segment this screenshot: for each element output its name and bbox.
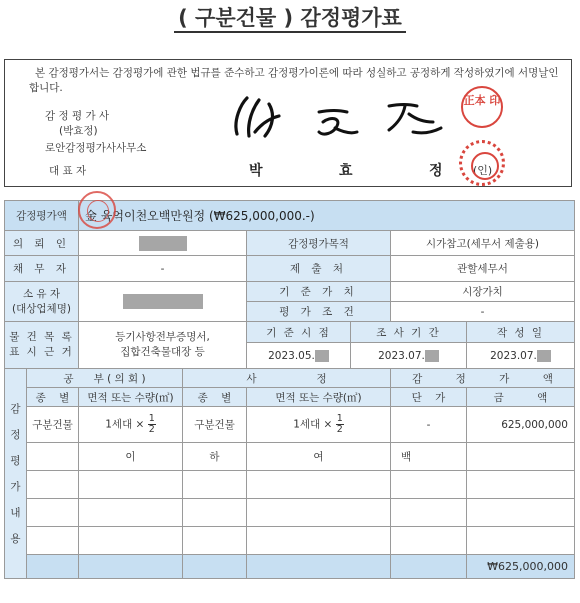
seal-stamp-bottom — [459, 140, 505, 186]
redacted-block — [537, 350, 551, 362]
debtor-value: - — [79, 256, 247, 282]
detail-side-label: 감 정 평 가 내 용 — [5, 369, 27, 579]
certificate-statement: 본 감정평가서는 감정평가에 관한 법규를 준수하고 감정평가이론에 따라 성실하고 공정하게 작성하였기에 서명날인합니다. — [29, 67, 559, 94]
signature-image — [219, 92, 449, 144]
seal-stamp-amount — [78, 191, 116, 229]
below-char-3: 여 — [247, 443, 391, 471]
below-char-1: 이 — [79, 443, 183, 471]
seal-suffix: (인) — [473, 164, 493, 177]
office-name: 로안감정평가사사무소 — [45, 142, 147, 154]
row-qty: 1세대 × $\frac{1}{2}$ — [79, 407, 183, 443]
group-appraisal: 감 정 가 액 — [391, 369, 575, 388]
redacted-block — [425, 350, 439, 362]
redacted-block — [315, 350, 329, 362]
page-title: ( 구분건물 ) 감정평가표 — [0, 2, 580, 32]
survey-value: 2023.07. — [351, 343, 467, 369]
submit-label: 제 출 처 — [247, 256, 391, 282]
group-public: 공 부 ( 의 회 ) — [27, 369, 183, 388]
table-row — [5, 407, 575, 443]
seal-top-text: 正本 印 — [463, 94, 501, 107]
base-date-label: 기 준 시 점 — [247, 322, 351, 343]
representative-label: 대 표 자 — [49, 165, 87, 177]
row-kind: 구분건물 — [27, 407, 79, 443]
redacted-block — [139, 236, 187, 251]
survey-label: 조 사 기 간 — [351, 322, 467, 343]
total-amount: ₩625,000,000 — [467, 555, 575, 579]
col-amount: 금 액 — [467, 388, 575, 407]
appraiser-label: 감 정 평 가 사 — [45, 110, 110, 122]
written-value: 2023.07. — [467, 343, 575, 369]
rep-name-char-1: 박 — [249, 163, 263, 179]
appraiser-name: (박효정) — [59, 125, 98, 137]
rep-name-char-2: 효 — [339, 163, 353, 179]
col-kind2: 종 별 — [183, 388, 247, 407]
basis-value-label: 기 준 가 치 — [247, 282, 391, 302]
row-unit: - — [391, 407, 467, 443]
list-basis-label: 물 건 목 록 표 시 근 거 — [5, 322, 79, 369]
amount-text: 金 육억이천오백만원정 (₩625,000,000.-) — [79, 201, 575, 231]
col-kind: 종 별 — [27, 388, 79, 407]
below-char-2: 하 — [183, 443, 247, 471]
amount-label: 감정평가액 — [5, 201, 79, 231]
seal-stamp-top — [461, 86, 503, 128]
row-qty2: 1세대 × $\frac{1}{2}$ — [247, 407, 391, 443]
col-unit: 단 가 — [391, 388, 467, 407]
list-basis-value: 등기사항전부증명서, 집합건축물대장 등 — [79, 322, 247, 369]
purpose-label: 감정평가목적 — [247, 231, 391, 256]
total-row — [5, 555, 575, 579]
condition-value: - — [391, 302, 575, 322]
requester-label: 의 뢰 인 — [5, 231, 79, 256]
certificate-box — [4, 59, 572, 187]
row-amount: 625,000,000 — [467, 407, 575, 443]
row-kind2: 구분건물 — [183, 407, 247, 443]
col-area: 면적 또는 수량(㎡) — [79, 388, 183, 407]
base-date-value: 2023.05. — [247, 343, 351, 369]
group-survey: 사 정 — [183, 369, 391, 388]
purpose-value: 시가참고(세무서 제출용) — [391, 231, 575, 256]
owner-label: 소 유 자 (대상업체명) — [5, 282, 79, 322]
debtor-label: 채 무 자 — [5, 256, 79, 282]
below-char-4: 백 — [391, 443, 467, 471]
rep-name-char-3: 정 — [429, 163, 443, 179]
condition-label: 평 가 조 건 — [247, 302, 391, 322]
col-area2: 면적 또는 수량(㎡) — [247, 388, 391, 407]
written-label: 작 성 일 — [467, 322, 575, 343]
empty-cell — [27, 443, 79, 471]
requester-value — [79, 231, 247, 256]
empty-cell — [467, 443, 575, 471]
basis-value: 시장가치 — [391, 282, 575, 302]
redacted-block — [123, 294, 203, 309]
submit-value: 관할세무서 — [391, 256, 575, 282]
owner-value — [79, 282, 247, 322]
appraisal-table — [4, 200, 575, 579]
